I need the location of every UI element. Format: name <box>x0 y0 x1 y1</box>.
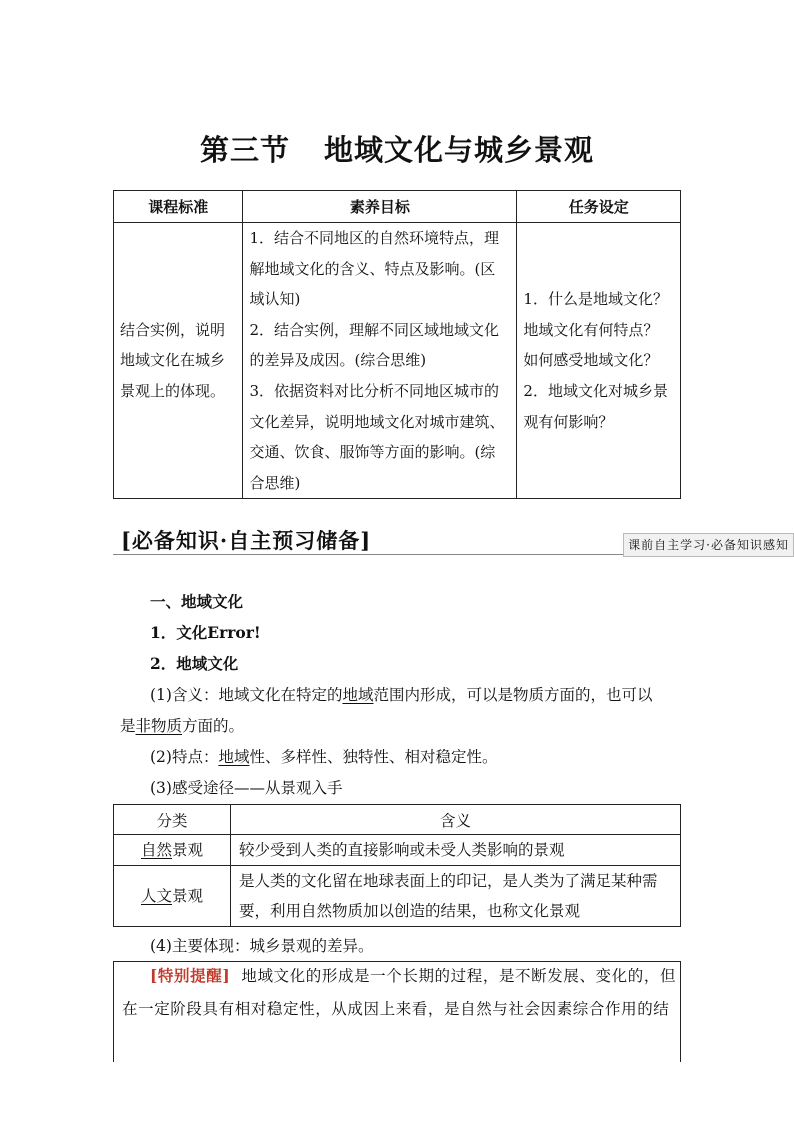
category-cell <box>114 835 231 866</box>
section-title: [必备知识·自主预习储备] <box>121 528 372 553</box>
answer-blank: 地域 <box>218 748 250 766</box>
header-meaning: 含义 <box>231 805 681 835</box>
curriculum-body-row <box>114 223 681 499</box>
answer-blank: 自然 <box>140 841 172 859</box>
standard-cell <box>114 223 243 499</box>
curriculum-table <box>113 190 681 499</box>
category-text: 景观 <box>172 887 204 905</box>
goal-line: 的差异及成因。(综合思维) <box>249 351 427 370</box>
tip-line-1 <box>150 964 676 986</box>
definition-text: 方面的。 <box>182 717 245 735</box>
standard-line: 结合实例，说明 <box>120 320 226 339</box>
category-cell <box>114 866 231 927</box>
section-tag: 课前自主学习·必备知识感知 <box>623 533 794 557</box>
standard-line: 地域文化在城乡 <box>120 351 226 370</box>
header-tasks: 任务设定 <box>517 191 681 223</box>
task-line: 2．地域文化对城乡景 <box>523 381 668 400</box>
section-name: 地域文化与城乡景观 <box>324 133 595 167</box>
meaning-cell <box>231 866 681 927</box>
task-line: 地域文化有何特点？ <box>523 320 659 339</box>
landscape-header-row <box>114 805 681 835</box>
task-line: 如何感受地域文化？ <box>523 351 659 370</box>
tip-label: [特别提醒] <box>150 966 231 985</box>
goal-line: 3．依据资料对比分析不同地区城市的 <box>249 381 499 400</box>
meaning-line: 要，利用自然物质加以创造的结果，也称文化景观 <box>239 902 581 920</box>
meaning-line: 是人类的文化留在地球表面上的印记，是人类为了满足某种需 <box>239 872 658 890</box>
approach-line: (3)感受途径——从景观入手 <box>150 779 343 797</box>
goal-line: 合思维) <box>249 473 301 492</box>
meaning-line: 较少受到人类的直接影响或未受人类影响的景观 <box>239 841 565 859</box>
features-text: 性、多样性、独特性、相对稳定性。 <box>249 748 498 766</box>
landscape-row-cultural <box>114 866 681 927</box>
header-standard: 课程标准 <box>114 191 243 223</box>
goal-line: 交通、饮食、服饰等方面的影响。(综 <box>249 443 496 462</box>
features-text: (2)特点： <box>150 748 219 766</box>
answer-blank: 人文 <box>140 887 172 905</box>
definition-text: (1)含义：地域文化在特定的 <box>150 686 343 704</box>
goal-line: 解地域文化的含义、特点及影响。(区 <box>249 259 496 278</box>
heading-regional-culture: 一、地域文化 <box>150 592 244 611</box>
features-line <box>150 745 498 767</box>
section-number: 第三节 <box>199 133 290 167</box>
goal-line: 1．结合不同地区的自然环境特点，理 <box>249 229 499 247</box>
goal-line: 2．结合实例，理解不同区域地域文化 <box>249 320 499 339</box>
item-culture: 1．文化Error! <box>150 623 261 642</box>
landscape-table <box>113 804 681 927</box>
special-tip-box <box>113 961 681 1062</box>
definition-text: 范围内形成，可以是物质方面的，也可以 <box>373 686 653 704</box>
meaning-cell <box>231 835 681 866</box>
tasks-cell <box>517 223 681 499</box>
header-goals: 素养目标 <box>243 191 517 223</box>
item-regional-culture: 2．地域文化 <box>150 654 239 673</box>
answer-blank: 非物质 <box>135 717 183 735</box>
definition-line-2 <box>120 714 244 736</box>
goals-cell <box>243 223 517 499</box>
section-header <box>113 525 794 555</box>
header-category: 分类 <box>114 805 231 835</box>
category-text: 景观 <box>172 841 204 859</box>
curriculum-header-row <box>114 191 681 223</box>
tip-line-2: 在一定阶段具有相对稳定性，从成因上来看，是自然与社会因素综合作用的结 <box>122 1000 670 1018</box>
manifestation-line: (4)主要体现：城乡景观的差异。 <box>150 937 374 955</box>
definition-text: 是 <box>120 717 136 735</box>
definition-line-1 <box>150 683 653 705</box>
landscape-row-natural <box>114 835 681 866</box>
page-title <box>0 128 794 169</box>
goal-line: 文化差异，说明地域文化对城市建筑、 <box>249 412 505 431</box>
answer-blank: 地域 <box>342 686 374 704</box>
task-line: 观有何影响？ <box>523 412 614 431</box>
goal-line: 域认知) <box>249 290 301 309</box>
tip-text: 地域文化的形成是一个长期的过程，是不断发展、变化的，但 <box>241 967 677 985</box>
task-line: 1．什么是地域文化？ <box>523 290 668 309</box>
standard-line: 景观上的体现。 <box>120 381 226 400</box>
